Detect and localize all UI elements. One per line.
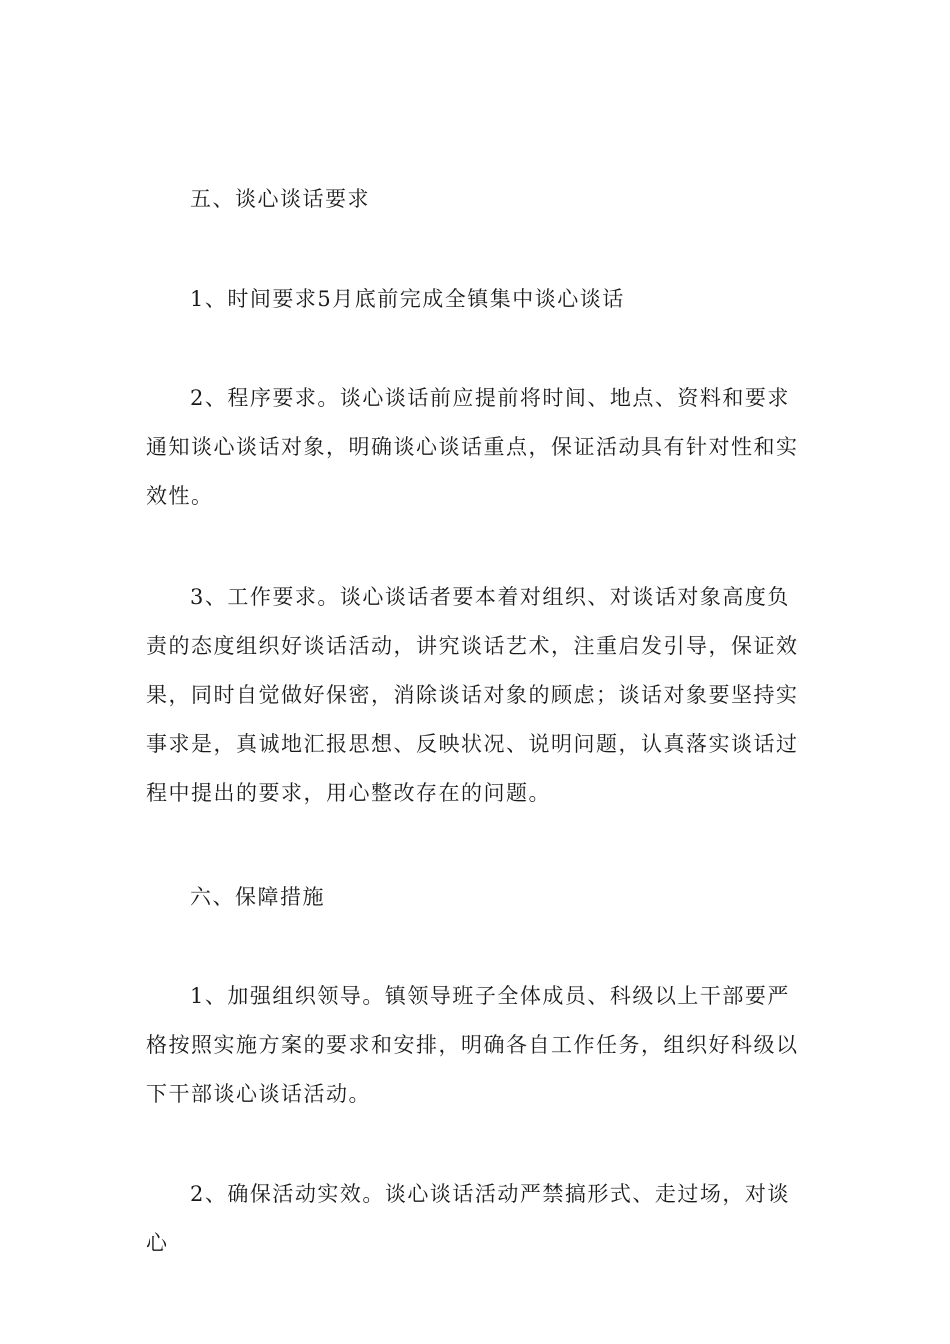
paragraph-strengthen-leadership: 1、加强组织领导。镇领导班子全体成员、科级以上干部要严格按照实施方案的要求和安排，明确各自工作任务，组织好科级以下干部谈心谈话活动。 <box>146 984 799 1106</box>
section-heading-talk-requirements: 五、谈心谈话要求 <box>190 187 370 211</box>
paragraph-procedure-requirement: 2、程序要求。谈心谈话前应提前将时间、地点、资料和要求通知谈心谈话对象，明确谈心谈话重点，保证活动具有针对性和实效性。 <box>146 386 799 508</box>
paragraph-work-requirement: 3、工作要求。谈心谈话者要本着对组织、对谈话对象高度负责的态度组织好谈话活动，讲究谈话艺术，注重启发引导，保证效果，同时自觉做好保密，消除谈话对象的顾虑；谈话对象要坚持实事求是，真诚地汇报思想、反映状况、说明问题，认真落实谈话过程中提出的要求，用心整改存在的问题。 <box>146 585 799 805</box>
paragraph-ensure-effectiveness: 2、确保活动实效。谈心谈话活动严禁搞形式、走过场，对谈心 <box>146 1182 790 1255</box>
paragraph-time-requirement: 1、时间要求5月底前完成全镇集中谈心谈话 <box>190 287 625 311</box>
section-heading-safeguards: 六、保障措施 <box>190 885 325 909</box>
